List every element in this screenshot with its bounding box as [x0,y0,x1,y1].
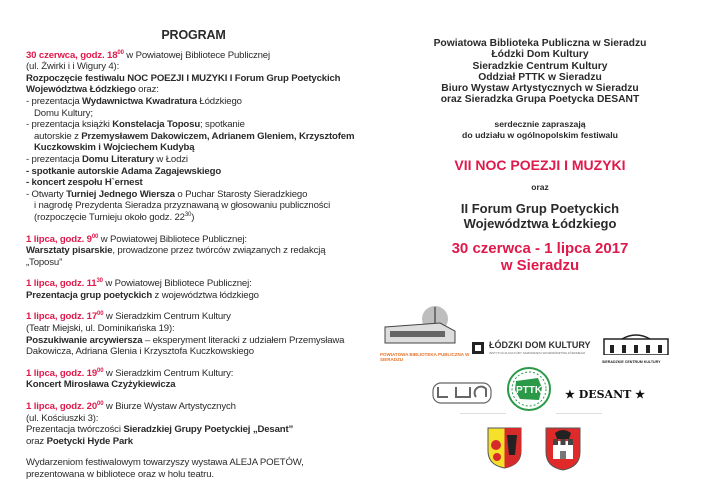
bwa-logo-icon [432,381,492,405]
library-building-icon [380,305,475,347]
city-coat-of-arms [545,427,581,471]
pbp-logo: POWIATOWA BIBLIOTEKA PUBLICZNA W SIERADZU [380,305,475,360]
list-item: - Otwarty Turniej Jednego Wiersza o Puchar Starosty Sieradzkiego [26,188,308,200]
ldk-logo: ŁÓDZKI DOM KULTURY INSTYTUCJA KULTURY SAMORZĄDU WOJEWÓDZTWA ŁÓDZKIEGO [472,340,597,360]
desant-logo: ★ DESANT ★ [565,388,646,401]
event-concert: 1 lipca, godz. $19^{00}$ w Sieradzkim Centrum Kultury: Koncert Mirosława Czyżykiewicza [26,367,234,391]
coat-of-arms-eagle-icon [487,427,522,469]
list-item: - spotkanie autorskie Adama Zagajewskiego [26,165,222,177]
list-item: - prezentacja książki Konstelacja Toposu; spotkanie [26,119,245,131]
list-item: - prezentacja Wydawnictwa Kwadratura Łódzkiego [26,95,242,107]
event-desant: 1 lipca, godz. $20^{00}$ w Biurze Wystaw Artystycznych (ul. Kościuszki 3): Prezentacja twórczości Sieradzkiej Grupy Poetyckiej „Desant” oraz Poetycki Hyde Park [26,400,294,447]
bwa-logo [432,381,492,409]
divider-line [556,413,602,414]
pttk-logo [506,366,552,412]
list-item: - prezentacja Domu Literatury w Łodzi [26,153,188,165]
invitation-column [385,38,695,274]
svg-text:PTTK: PTTK [515,385,543,396]
exhibition-note: Wydarzeniom festiwalowym towarzyszy wystawa ALEJA POETÓW, prezentowana w bibliotece oraz w holu teatru. [26,457,304,480]
ldk-square-icon [472,342,484,354]
organizers: Powiatowa Biblioteka Publiczna w Sieradzu Łódzki Dom Kultury Sieradzkie Centrum Kultury Oddział PTTK w Sieradzu Biuro Wystaw Artystycznych w Sieradzu oraz Sieradzka Grupa Poetycka DESANT [433,38,647,106]
festival-title: VII NOC POEZJI I MUZYKI [454,156,626,173]
sck-logo: SIERADZKIE CENTRUM KULTURY [602,333,670,363]
list-item: - koncert zespołu H`ernest [26,177,143,189]
event-arcywiersz: 1 lipca, godz. $17^{00}$ w Sieradzkim Centrum Kultury (Teatr Miejski, ul. Dominikańska 19): Poszukiwanie arcywiersza – eksperyment literacki z udziałem Przemysława Dakowicza, Adriana Glenia i Krzysztofa Kuczkowskiego [26,311,345,358]
program-column [26,30,361,481]
event-date: 30 czerwca, godz. $18^{00}$ [26,49,124,61]
forum-title: II Forum Grup Poetyckich Województwa Łódzkiego [460,200,620,231]
coat-of-arms-castle-icon [545,427,581,471]
county-coat-of-arms [487,427,522,469]
oraz-label: oraz [531,181,549,192]
event-workshops: 1 lipca, godz. $9^{00}$ w Powiatowej Bibliotece Publicznej: Warsztaty pisarskie, prowadzone przez twórców związanych z redakcją „Toposu” [26,233,326,268]
event-groups: 1 lipca, godz. $11^{30}$ w Powiatowej Bibliotece Publicznej: Prezentacja grup poetyckich z województwa łódzkiego [26,278,259,301]
festival-dates: 30 czerwca - 1 lipca 2017 w Sieradzu [451,239,629,274]
divider-line [460,413,506,414]
pttk-emblem-icon [506,366,552,412]
program-title: PROGRAM [161,28,226,42]
invite-text: serdecznie zapraszają do udziału w ogólnopolskim festiwalu [462,118,618,140]
event-opening: 30 czerwca, godz. $18^{00}$ w Powiatowej Bibliotece Publicznej (ul. Żwirki i i Wigury 4): Rozpoczęcie festiwalu NOC POEZJI I MUZYKI I Forum Grup Poetyckich Województwa Łódzkiego oraz: - prezentacja Wydawnictwa Kwadratura Łódzkiego Domu Kultury; - prezentacja książki Konstelacja Toposu; spotkanie autorskie z Przemysławem Dakowiczem, Adrianem Gleniem, Krzysztofem Kuczkowskim i Wojciechem Kudybą - prezentacja Domu Literatury w Łodzi - spotkanie autorskie Adama Zagajewskiego - koncert zespołu H`ernest - Otwarty Turniej Jednego Wiersza o Puchar Starosty Sieradzkiego i nagrodę Prezydenta Sieradza przyznawaną w głosowaniu publiczności (rozpoczęcie Turnieju około godz. $22^{30}$) [26,50,361,224]
theatre-building-icon [602,333,670,355]
